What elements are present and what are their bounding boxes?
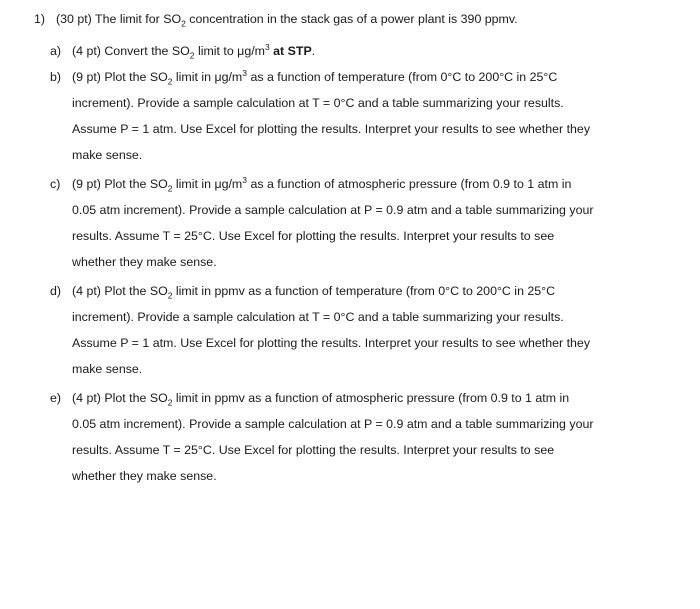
question-points: (30 pt) xyxy=(56,12,92,26)
part-d-body xyxy=(72,278,650,382)
part-b-superscript: 3 xyxy=(242,67,247,78)
part-a xyxy=(50,38,650,64)
part-b-line-3: Assume P = 1 atm. Use Excel for plotting the results. Interpret your results to see whether they xyxy=(72,122,591,136)
part-d-label: d) xyxy=(50,284,62,298)
part-a-line-1-mid: limit to μg/m xyxy=(194,44,265,58)
part-c-line-1-before: (9 pt) Plot the SO xyxy=(72,177,168,191)
part-b-line-1-before: (9 pt) Plot the SO xyxy=(72,70,168,84)
part-d xyxy=(50,278,650,382)
part-e-line-4: whether they make sense. xyxy=(72,469,217,483)
part-c-line-4: whether they make sense. xyxy=(72,255,217,269)
part-b-subscript: 2 xyxy=(167,76,173,87)
part-a-line-1-before: (4 pt) Convert the SO xyxy=(72,44,190,58)
part-e-line-1-end: limit in ppmv as a function of atmospheric pressure (from 0.9 to 1 atm in xyxy=(172,391,570,405)
part-a-bold-stp: at STP xyxy=(269,44,312,58)
part-c-line-1-end: as a function of atmospheric pressure (from 0.9 to 1 atm in xyxy=(247,177,572,191)
part-c-superscript: 3 xyxy=(242,174,247,185)
part-d-line-1-before: (4 pt) Plot the SO xyxy=(72,284,168,298)
part-d-line-4: make sense. xyxy=(72,362,143,376)
part-b-line-4: make sense. xyxy=(72,148,143,162)
question-number: 1) xyxy=(34,12,46,26)
part-e-line-3: results. Assume T = 25°C. Use Excel for plotting the results. Interpret your results to see xyxy=(72,443,555,457)
part-d-line-1 xyxy=(72,278,650,304)
part-e-line-1-before: (4 pt) Plot the SO xyxy=(72,391,168,405)
part-e-line-1 xyxy=(72,385,650,411)
part-e-line-2: 0.05 atm increment). Provide a sample calculation at P = 0.9 atm and a table summarizing your xyxy=(72,417,594,431)
part-c-subscript: 2 xyxy=(167,183,173,194)
part-a-body xyxy=(72,38,650,64)
part-a-line-1 xyxy=(72,38,650,64)
question-text xyxy=(56,10,674,28)
part-d-subscript: 2 xyxy=(167,290,173,301)
part-c xyxy=(50,171,650,275)
part-c-label: c) xyxy=(50,177,61,191)
part-d-line-1-end: limit in ppmv as a function of temperature (from 0°C to 200°C in 25°C xyxy=(172,284,556,298)
question-1 xyxy=(34,10,674,28)
part-b-line-2: increment). Provide a sample calculation at T = 0°C and a table summarizing your results. xyxy=(72,96,564,110)
part-c-line-2: 0.05 atm increment). Provide a sample calculation at P = 0.9 atm and a table summarizing your xyxy=(72,203,594,217)
question-text-after: concentration in the stack gas of a power plant is 390 ppmv. xyxy=(185,12,518,26)
part-a-superscript: 3 xyxy=(264,41,270,52)
part-e-body xyxy=(72,385,650,489)
part-e-subscript: 2 xyxy=(167,397,173,408)
part-c-body xyxy=(72,171,650,275)
part-b xyxy=(50,64,650,168)
part-a-subscript: 2 xyxy=(189,50,195,61)
part-c-line-1 xyxy=(72,171,650,197)
part-b-label: b) xyxy=(50,70,62,84)
question-subscript: 2 xyxy=(181,18,186,29)
part-a-label: a) xyxy=(50,44,62,58)
part-c-line-1-mid: limit in μg/m xyxy=(172,177,243,191)
part-b-line-1-mid: limit in μg/m xyxy=(172,70,243,84)
part-e-label: e) xyxy=(50,391,62,405)
part-d-line-3: Assume P = 1 atm. Use Excel for plotting the results. Interpret your results to see whether they xyxy=(72,336,591,350)
part-a-line-1-end: . xyxy=(311,44,316,58)
part-b-line-1-end: as a function of temperature (from 0°C to 200°C in 25°C xyxy=(247,70,558,84)
part-c-line-3: results. Assume T = 25°C. Use Excel for plotting the results. Interpret your results to see xyxy=(72,229,555,243)
part-d-line-2: increment). Provide a sample calculation at T = 0°C and a table summarizing your results. xyxy=(72,310,564,324)
part-b-body xyxy=(72,64,650,168)
part-e xyxy=(50,385,650,489)
part-b-line-1 xyxy=(72,64,650,90)
question-text-before: The limit for SO xyxy=(95,12,182,26)
question-header xyxy=(34,10,674,28)
